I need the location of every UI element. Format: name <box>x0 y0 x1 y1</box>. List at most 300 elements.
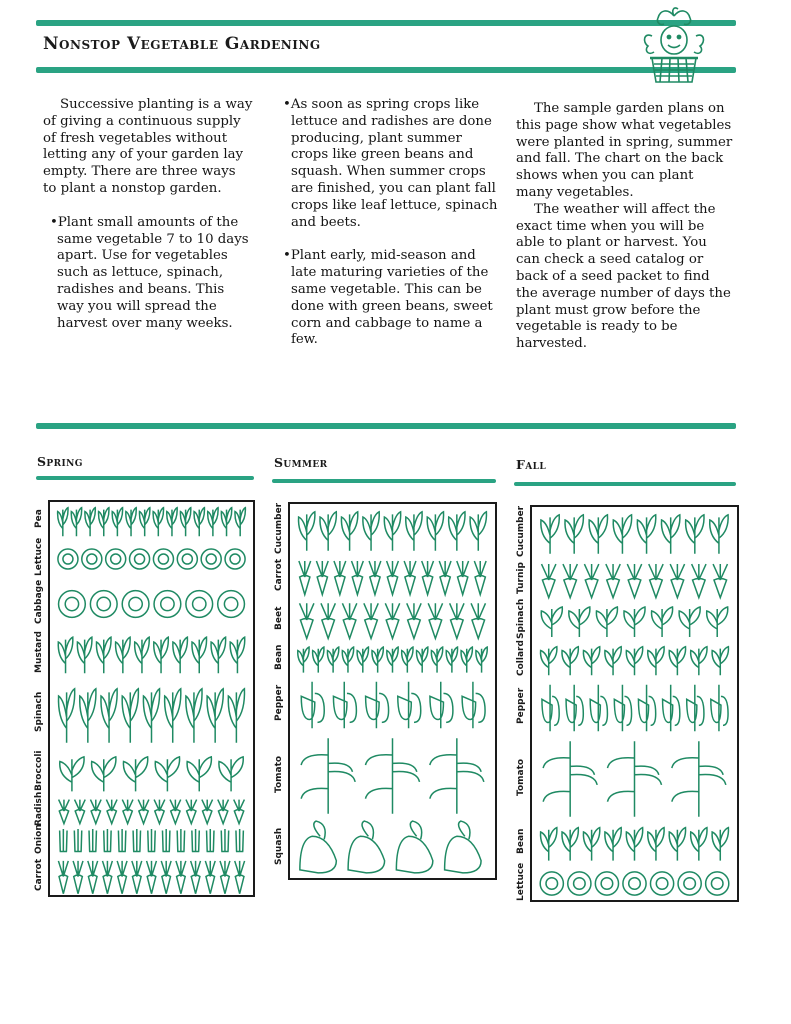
bean-icon <box>372 647 383 673</box>
spinach-icon <box>59 689 75 743</box>
season-heading-summer: Summer <box>274 455 328 470</box>
cabbage-icon <box>50 578 253 630</box>
carrot-icon <box>422 561 434 595</box>
bean-icon <box>691 828 707 861</box>
broccoli-icon <box>155 757 179 792</box>
cucumber-icon <box>427 512 443 551</box>
pepper-icon <box>290 676 495 734</box>
plant-row-pea <box>50 502 253 540</box>
beet-icon <box>471 603 485 638</box>
row-label: Spinach <box>516 598 526 640</box>
carrot-icon <box>176 861 186 894</box>
carrot-icon <box>290 556 495 598</box>
mustard-greens-icon <box>116 637 131 673</box>
broccoli-icon <box>92 757 116 792</box>
row-label: Carrot <box>34 858 44 891</box>
lettuce-icon <box>177 549 197 569</box>
pepper-icon <box>366 682 389 728</box>
collard-icon <box>712 647 728 676</box>
lettuce-icon <box>50 540 253 578</box>
row-label: Lettuce <box>34 537 44 577</box>
radish-icon <box>50 796 253 826</box>
lettuce-icon <box>568 872 591 895</box>
collard-icon <box>532 641 737 679</box>
pea-vine-icon <box>139 508 149 537</box>
cucumber-icon <box>363 512 379 551</box>
pepper-icon <box>687 685 704 731</box>
intro-bullet-successive: •Plant small amounts of the same vegetable 7 to 10 days apart. Use for vegetables such as lettuce, spinach, radishes and beans. This way you will spread the harvest over many weeks. <box>50 214 249 331</box>
cucumber-icon <box>686 515 704 554</box>
tomato-icon <box>365 738 419 814</box>
pea-vine-icon <box>58 508 68 537</box>
lettuce-icon <box>678 872 701 895</box>
carrot-icon <box>58 861 68 894</box>
mustard-greens-icon <box>173 637 188 673</box>
mustard-greens-icon <box>211 637 226 673</box>
plant-row-tomato <box>532 737 737 821</box>
season-rule-fall <box>514 482 736 486</box>
bean-icon <box>712 828 728 861</box>
cucumber-icon <box>541 515 559 554</box>
pepper-icon <box>430 682 453 728</box>
mustard-greens-icon <box>58 637 73 673</box>
turnip-icon <box>649 564 663 598</box>
onion-icon <box>104 829 111 852</box>
plant-row-pepper <box>290 676 495 734</box>
squash-icon <box>348 821 384 873</box>
turnip-icon <box>606 564 620 598</box>
plant-row-bean <box>290 642 495 676</box>
tomato-icon <box>290 734 495 818</box>
broccoli-icon <box>60 757 84 792</box>
row-label: Tomato <box>274 755 284 793</box>
bean-icon <box>583 828 599 861</box>
bean-icon <box>626 828 642 861</box>
row-label: Mustard <box>34 631 44 673</box>
season-heading-spring: Spring <box>37 454 83 469</box>
pepper-icon <box>614 685 631 731</box>
spinach-icon <box>165 689 181 743</box>
row-label: Radish <box>34 791 44 827</box>
carrot-icon <box>220 861 230 894</box>
pepper-icon <box>590 685 607 731</box>
plant-row-cucumber <box>290 504 495 556</box>
cucumber-icon <box>290 504 495 556</box>
carrot-icon <box>404 561 416 595</box>
beet-icon <box>300 603 314 638</box>
summer-row-labels <box>272 502 286 877</box>
collard-icon <box>626 647 642 676</box>
squash-icon <box>300 821 336 873</box>
row-label: Pepper <box>274 684 284 722</box>
mustard-greens-icon <box>77 637 92 673</box>
row-label: Onion <box>34 824 44 854</box>
carrot-icon <box>352 561 364 595</box>
beet-icon <box>321 603 335 638</box>
collard-icon <box>648 647 664 676</box>
lettuce-icon <box>153 549 173 569</box>
turnip-icon <box>692 564 706 598</box>
carrot-icon <box>205 861 215 894</box>
radish-icon <box>154 800 165 824</box>
cucumber-icon <box>661 515 679 554</box>
radish-icon <box>170 800 181 824</box>
plant-row-tomato <box>290 734 495 818</box>
row-label: Broccoli <box>34 750 44 792</box>
spinach-icon <box>541 607 562 637</box>
onion-icon <box>50 826 253 856</box>
bean-icon <box>327 647 338 673</box>
lettuce-icon <box>706 872 729 895</box>
bean-icon <box>298 647 309 673</box>
turnip-icon <box>713 564 727 598</box>
carrot-icon <box>235 861 245 894</box>
intro-paragraph: Successive planting is a way of giving a continuous supply of fresh vegetables without letting any of your garden lay empty. There are three ways to plant a nonstop garden. <box>43 97 253 196</box>
pea-vine-icon <box>85 508 95 537</box>
lettuce-icon <box>130 549 150 569</box>
pea-vine-icon <box>71 508 81 537</box>
onion-icon <box>236 829 243 852</box>
spinach-icon <box>707 607 728 637</box>
cabbage-icon <box>154 591 181 618</box>
pea-vine-icon <box>208 508 218 537</box>
tomato-icon <box>430 738 484 814</box>
beet-icon <box>290 598 495 642</box>
radish-icon <box>138 800 149 824</box>
spinach-icon <box>596 607 617 637</box>
plant-row-onion <box>50 826 253 856</box>
row-label: Pepper <box>516 687 526 725</box>
broccoli-icon <box>219 757 243 792</box>
cucumber-icon <box>406 512 422 551</box>
carrot-icon <box>474 561 486 595</box>
intro-weather-note: The weather will affect the exact time when you will be able to plant or harvest. You can check a seed catalog or back of a seed packet to find the average number of days the plant must grow before the vegetable is ready to be harvested. <box>516 201 731 352</box>
mustard-greens-icon <box>154 637 169 673</box>
tomato-icon <box>301 738 355 814</box>
plant-row-pepper <box>532 679 737 737</box>
cucumber-icon <box>470 512 486 551</box>
row-label: Pea <box>34 509 44 529</box>
beet-icon <box>385 603 399 638</box>
cucumber-icon <box>299 512 315 551</box>
radish-icon <box>90 800 101 824</box>
pepper-icon <box>462 682 485 728</box>
intro-column-3 <box>516 101 734 353</box>
bean-icon <box>541 828 557 861</box>
collard-icon <box>562 647 578 676</box>
lettuce-icon <box>595 872 618 895</box>
intro-bullet-varieties: •Plant early, mid-season and late maturing varieties of the same vegetable. This can be done with green beans, sweet corn and cabbage to name a few. <box>283 248 493 348</box>
intro-bullet-season-crops: •As soon as spring crops like lettuce and radishes are done producing, plant summer crops like green beans and squash. When summer crops are finished, you can plant fall crops like leaf lettuce, spinach and beets. <box>283 97 498 230</box>
cucumber-icon <box>613 515 631 554</box>
plant-row-spinach <box>50 678 253 750</box>
intro-column-2 <box>283 97 498 349</box>
spinach-icon <box>228 689 244 743</box>
plant-row-collard <box>532 641 737 679</box>
bean-icon <box>313 647 324 673</box>
radish-icon <box>234 800 245 824</box>
pea-vine-icon <box>180 508 190 537</box>
cucumber-icon <box>320 512 336 551</box>
pea-vine-icon <box>235 508 245 537</box>
row-label: Bean <box>274 644 284 670</box>
onion-icon <box>133 829 140 852</box>
spinach-icon <box>143 689 159 743</box>
row-label: Beet <box>274 606 284 630</box>
pepper-icon <box>542 685 559 731</box>
carrot-icon <box>299 561 311 595</box>
pea-vine-icon <box>126 508 136 537</box>
plant-row-turnip <box>532 559 737 601</box>
row-label: Spinach <box>34 691 44 733</box>
beet-icon <box>407 603 421 638</box>
tomato-icon <box>607 741 661 817</box>
radish-icon <box>202 800 213 824</box>
broccoli-icon <box>123 757 147 792</box>
summer-garden-plan <box>288 502 497 880</box>
season-rule-spring <box>36 476 254 480</box>
plant-row-lettuce <box>50 540 253 578</box>
carrot-icon <box>50 856 253 897</box>
squash-icon <box>290 818 495 879</box>
bean-icon <box>461 647 472 673</box>
row-label: Carrot <box>274 558 284 592</box>
fall-garden-plan <box>530 505 739 902</box>
pea-vine-icon <box>221 508 231 537</box>
bean-icon <box>446 647 457 673</box>
mustard-greens-icon <box>230 637 245 673</box>
bean-icon <box>476 647 487 673</box>
plant-row-squash <box>290 818 495 879</box>
bean-icon <box>562 828 578 861</box>
onion-icon <box>192 829 199 852</box>
spinach-icon <box>532 601 737 641</box>
cabbage-icon <box>59 591 86 618</box>
radish-icon <box>106 800 117 824</box>
mustard-greens-icon <box>192 637 207 673</box>
radish-icon <box>59 800 70 824</box>
pepper-icon <box>711 685 728 731</box>
beet-icon <box>450 603 464 638</box>
turnip-icon <box>532 559 737 601</box>
carrot-icon <box>147 861 157 894</box>
beet-icon <box>364 603 378 638</box>
carrot-icon <box>102 861 112 894</box>
bean-icon <box>342 647 353 673</box>
tomato-icon <box>532 737 737 821</box>
cucumber-icon <box>449 512 465 551</box>
cucumber-icon <box>589 515 607 554</box>
bean-icon <box>605 828 621 861</box>
pea-vine-icon <box>167 508 177 537</box>
spinach-icon <box>186 689 202 743</box>
carrot-icon <box>334 561 346 595</box>
bean-icon <box>669 828 685 861</box>
carrot-icon <box>88 861 98 894</box>
tomato-icon <box>672 741 726 817</box>
page-title: Nonstop Vegetable Gardening <box>43 34 321 54</box>
pepper-icon <box>398 682 421 728</box>
carrot-icon <box>117 861 127 894</box>
row-label: Cucumber <box>516 505 526 557</box>
carrot-icon <box>316 561 328 595</box>
onion-icon <box>162 829 169 852</box>
plant-row-cabbage <box>50 578 253 630</box>
squash-icon <box>396 821 432 873</box>
broccoli-icon <box>50 750 253 796</box>
collard-icon <box>669 647 685 676</box>
bean-icon <box>357 647 368 673</box>
bean-icon <box>648 828 664 861</box>
mustard-greens-icon <box>50 630 253 678</box>
cabbage-icon <box>186 591 213 618</box>
turnip-icon <box>627 564 641 598</box>
radish-icon <box>122 800 133 824</box>
cucumber-icon <box>637 515 655 554</box>
bean-icon <box>402 647 413 673</box>
lettuce-icon <box>225 549 245 569</box>
spinach-icon <box>50 678 253 750</box>
header-rule-top <box>36 20 736 26</box>
intro-column-1 <box>43 97 253 332</box>
onion-icon <box>221 829 228 852</box>
plant-row-broccoli <box>50 750 253 796</box>
radish-icon <box>75 800 86 824</box>
plant-row-carrot <box>50 856 253 897</box>
bean-icon <box>532 821 737 865</box>
spring-garden-plan <box>48 500 255 897</box>
vegetable-basket-mascot-icon <box>638 6 710 90</box>
row-label: Lettuce <box>516 862 526 901</box>
carrot-icon <box>73 861 83 894</box>
onion-icon <box>207 829 214 852</box>
row-label: Tomato <box>516 758 526 796</box>
lettuce-icon <box>82 549 102 569</box>
plant-row-bean <box>532 821 737 865</box>
carrot-icon <box>439 561 451 595</box>
row-label: Bean <box>516 828 526 854</box>
row-label: Cucumber <box>274 502 284 554</box>
pepper-icon <box>333 682 356 728</box>
header-rule-bottom <box>36 67 736 73</box>
bean-icon <box>387 647 398 673</box>
turnip-icon <box>542 564 556 598</box>
onion-icon <box>89 829 96 852</box>
lettuce-icon <box>201 549 221 569</box>
lettuce-icon <box>106 549 126 569</box>
row-label: Turnip <box>516 562 526 594</box>
plant-row-radish <box>50 796 253 826</box>
season-heading-fall: Fall <box>516 457 547 472</box>
tomato-icon <box>543 741 597 817</box>
spinach-icon <box>122 689 138 743</box>
plant-row-lettuce <box>532 865 737 902</box>
beet-icon <box>342 603 356 638</box>
season-rule-summer <box>272 479 496 483</box>
pepper-icon <box>566 685 583 731</box>
pepper-icon <box>638 685 655 731</box>
onion-icon <box>60 829 67 852</box>
pea-vine-icon <box>112 508 122 537</box>
lettuce-icon <box>650 872 673 895</box>
pepper-icon <box>532 679 737 737</box>
plant-row-cucumber <box>532 507 737 559</box>
row-label: Collard <box>516 640 526 676</box>
bean-icon <box>290 642 495 676</box>
cucumber-icon <box>532 507 737 559</box>
cucumber-icon <box>710 515 728 554</box>
radish-icon <box>186 800 197 824</box>
turnip-icon <box>670 564 684 598</box>
fall-row-labels <box>514 505 528 900</box>
lettuce-icon <box>58 549 78 569</box>
collard-icon <box>605 647 621 676</box>
cabbage-icon <box>218 591 245 618</box>
collard-icon <box>583 647 599 676</box>
carrot-icon <box>387 561 399 595</box>
pea-vine-icon <box>50 502 253 540</box>
intro-sample-plans: The sample garden plans on this page show what vegetables were planted in spring, summer and fall. The chart on the back shows when you can plant many vegetables. <box>516 101 733 200</box>
broccoli-icon <box>187 757 211 792</box>
bean-icon <box>431 647 442 673</box>
cabbage-icon <box>122 591 149 618</box>
spinach-icon <box>679 607 700 637</box>
carrot-icon <box>369 561 381 595</box>
onion-icon <box>177 829 184 852</box>
onion-icon <box>148 829 155 852</box>
pea-vine-icon <box>99 508 109 537</box>
lettuce-icon <box>540 872 563 895</box>
onion-icon <box>74 829 81 852</box>
squash-icon <box>445 821 481 873</box>
section-divider <box>36 423 736 429</box>
plant-row-mustard <box>50 630 253 678</box>
row-label: Cabbage <box>34 579 44 625</box>
radish-icon <box>218 800 229 824</box>
spinach-icon <box>80 689 96 743</box>
plant-row-beet <box>290 598 495 642</box>
cucumber-icon <box>384 512 400 551</box>
spinach-icon <box>207 689 223 743</box>
onion-icon <box>118 829 125 852</box>
lettuce-icon <box>623 872 646 895</box>
cucumber-icon <box>341 512 357 551</box>
beet-icon <box>428 603 442 638</box>
carrot-icon <box>457 561 469 595</box>
spinach-icon <box>624 607 645 637</box>
pepper-icon <box>663 685 680 731</box>
pea-vine-icon <box>153 508 163 537</box>
spring-row-labels <box>32 500 46 895</box>
spinach-icon <box>652 607 673 637</box>
mustard-greens-icon <box>135 637 150 673</box>
collard-icon <box>691 647 707 676</box>
pea-vine-icon <box>194 508 204 537</box>
spinach-icon <box>569 607 590 637</box>
spinach-icon <box>101 689 117 743</box>
cabbage-icon <box>90 591 117 618</box>
plant-row-carrot <box>290 556 495 598</box>
lettuce-icon <box>532 865 737 902</box>
carrot-icon <box>191 861 201 894</box>
carrot-icon <box>132 861 142 894</box>
plant-row-spinach <box>532 601 737 641</box>
bean-icon <box>417 647 428 673</box>
pepper-icon <box>301 682 324 728</box>
collard-icon <box>541 647 557 676</box>
mustard-greens-icon <box>96 637 111 673</box>
turnip-icon <box>584 564 598 598</box>
